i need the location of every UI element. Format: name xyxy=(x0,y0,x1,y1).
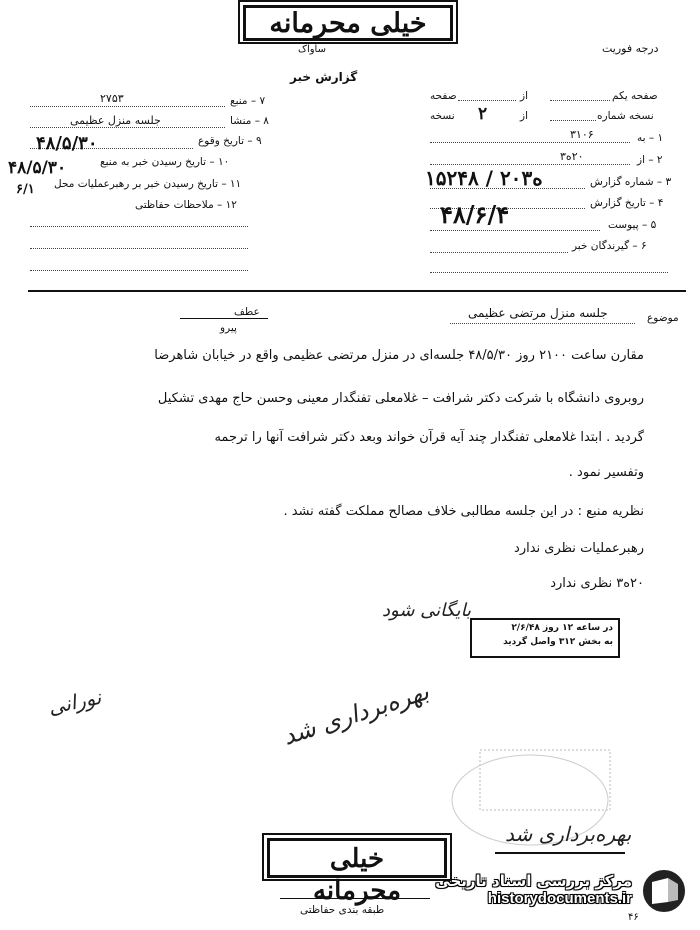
page-label: صفحه یکم xyxy=(612,90,658,102)
page-mid-label: صفحه xyxy=(430,90,457,102)
copy-dots xyxy=(550,120,596,121)
ref-label: عطف xyxy=(234,306,260,318)
from-value: ۲۰ه۳ xyxy=(560,150,584,163)
bottom-caption-line xyxy=(280,898,430,899)
copy-mid: از xyxy=(520,110,528,122)
attachment-label: ۵ – پیوست xyxy=(608,219,657,231)
ref-line xyxy=(180,318,268,319)
report-no-label: ۳ – شماره گزارش xyxy=(590,176,672,188)
origin-dots xyxy=(30,127,225,128)
page-mid: از xyxy=(520,90,528,102)
from-label: ۲ – از xyxy=(637,154,663,166)
subject-underline xyxy=(450,323,635,324)
from-dots xyxy=(430,164,630,165)
source-dots xyxy=(30,106,225,107)
event-date-label: ۹ – تاریخ وقوع xyxy=(198,135,262,147)
top-classification-stamp xyxy=(238,0,458,44)
to-label: ۱ – به xyxy=(637,132,664,144)
subject-value: جلسه منزل مرتضی عظیمی xyxy=(468,306,608,320)
archive-note: بایگانی شود xyxy=(382,600,472,621)
bottom-classification-stamp xyxy=(262,833,452,906)
watermark-line1: مرکز بررسی اسناد تاریخی xyxy=(435,872,632,890)
header-separator xyxy=(28,290,686,292)
received-stamp-line1: در ساعه ۱۲ روز ۲/۶/۴۸ xyxy=(511,623,613,633)
to-dots xyxy=(430,142,630,143)
watermark xyxy=(432,872,632,907)
body-line-3: گردید . ابتدا غلامعلی تفنگدار چند آیه قرآن خواند وبعد دکتر شرافت آنها را ترجمه xyxy=(214,430,644,445)
received-ops-value: ۶/۱ xyxy=(16,182,35,197)
report-no-value: ۱۵۲۴۸ / ۲۰ه۳ xyxy=(425,166,543,190)
body-line-7: ۲۰ه۳ نظری ندارد xyxy=(550,576,644,591)
body-line-2: روبروی دانشگاه با شرکت دکتر شرافت – غلامعلی تفنگدار معینی وحسن حاج مهدی تشکیل xyxy=(157,391,644,406)
report-title: گزارش خبر xyxy=(290,70,358,84)
under-stamp-text: ساواک xyxy=(298,44,326,55)
body-line-6: رهبرعملیات نظری ندارد xyxy=(514,541,644,556)
ref-sub: پیرو xyxy=(220,322,237,334)
received-source-label: ۱۰ – تاریخ رسیدن خبر به منبع xyxy=(100,156,230,168)
bottom-stamp-text: خیلی محرمانه xyxy=(267,838,447,878)
source-label: ۷ – منبع xyxy=(230,95,266,107)
center-handwritten-note: بهره‌برداری شد xyxy=(279,677,433,751)
recipients-label: ۶ – گیرندگان خبر xyxy=(572,240,647,252)
received-stamp xyxy=(470,618,620,658)
urgency-label: درجه فوریت xyxy=(602,42,659,55)
notes-dots-1 xyxy=(30,226,248,227)
received-source-value: ۴۸/۵/۳۰ xyxy=(8,158,67,178)
report-date-label: ۴ – تاریخ گزارش xyxy=(590,197,664,209)
page-number: ۴۶ xyxy=(628,912,639,923)
report-date-value: ۴۸/۶/۴ xyxy=(440,200,510,229)
watermark-line2: historydocuments.ir xyxy=(487,890,632,907)
subject-label: موضوع xyxy=(647,312,679,324)
attachment-dots xyxy=(430,230,600,231)
source-value: ۲۷۵۳ xyxy=(100,92,124,105)
recipients-dots-2 xyxy=(430,272,668,273)
origin-label: ۸ – منشا xyxy=(230,115,269,127)
copy-mid-label: نسخه xyxy=(430,110,455,122)
origin-value: جلسه منزل عظیمی xyxy=(70,114,161,127)
body-line-1: مقارن ساعت ۲۱۰۰ روز ۴۸/۵/۳۰ جلسه‌ای در منزل مرتضی عظیمی واقع در خیابان شاهرضا xyxy=(154,348,644,363)
top-stamp-text: خیلی محرمانه xyxy=(243,5,453,41)
watermark-logo-icon xyxy=(638,866,690,916)
copy-label: نسخه شماره xyxy=(597,110,654,122)
received-ops-label: ۱۱ – تاریخ رسیدن خبر بر رهبرعملیات محل xyxy=(54,178,242,190)
notes-dots-2 xyxy=(30,248,248,249)
left-handwritten-note: نورانی xyxy=(46,684,104,720)
body-line-4: وتفسیر نمود . xyxy=(568,465,644,480)
signature-underline xyxy=(495,852,625,854)
copy-value: ۲ xyxy=(478,104,488,124)
faint-stamp-rect xyxy=(480,750,610,810)
page-mid-dots xyxy=(458,100,516,101)
to-value: ۳۱۰۶ xyxy=(570,128,594,141)
body-line-5: نظریه منبع : در این جلسه مطالبی خلاف مصالح مملکت گفته نشد . xyxy=(283,504,644,519)
recipients-dots xyxy=(430,252,568,253)
signature-note: بهره‌برداری شد xyxy=(505,822,632,846)
page-dots xyxy=(550,100,610,101)
event-date-value: ۴۸/۵/۳۰ xyxy=(36,133,98,154)
received-stamp-line2: به بخش ۳۱۲ واصل گردید xyxy=(503,637,613,647)
notes-dots-3 xyxy=(30,270,248,271)
notes-label: ۱۲ – ملاحظات حفاظتی xyxy=(135,199,237,211)
bottom-caption: طبقه بندی حفاظتی xyxy=(300,904,385,916)
